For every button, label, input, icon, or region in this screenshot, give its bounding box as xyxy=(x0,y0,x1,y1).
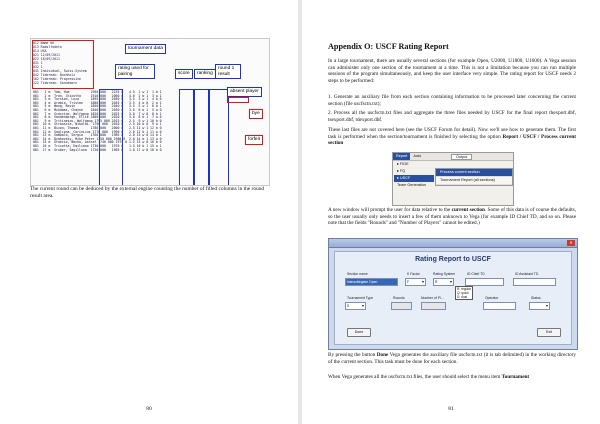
sheet-header-line: 012 Name UK xyxy=(33,41,55,45)
assistant-td-input[interactable] xyxy=(513,278,556,286)
paragraph-new-window-a: A new window will prompt the user for data relative to the xyxy=(328,207,452,213)
output-button[interactable]: Output xyxy=(451,154,472,160)
paragraph-done-a: By pressing the button xyxy=(328,352,377,358)
paragraph-done-c: Vega generates the auxiliary file uscfsctn.txt (it is tab delimited) in the working directory of the current section. This task must be done for each section. xyxy=(328,352,576,365)
label-number-of-players: Number of Pl... xyxy=(421,296,444,300)
sheet-row: 001 10 m Strauscia, Nikolai 1790 000 2010 0 2.5 10 b 0 9 w 1 xyxy=(33,122,162,127)
sheet-header-line: 021 12/09/2011 xyxy=(33,53,60,57)
callout-bye: bye xyxy=(249,109,263,119)
status-select[interactable] xyxy=(529,302,550,310)
sheet-header-line: 032 1 xyxy=(33,65,43,69)
callout-forfeit: forfeit xyxy=(245,135,263,145)
sheet-row: 001 15 m Graecio, Nacho, Ashraf 1740 000 1975 0 1.5 15 w 0 16 b 0 xyxy=(33,140,162,145)
report-menu-figure xyxy=(392,152,514,206)
paragraph-generate-all xyxy=(328,374,576,381)
callout-rating-used: rating used for pairing xyxy=(115,64,155,79)
left-page xyxy=(0,0,298,424)
paragraph-step-2: 2. Process all the uscfsctn.txt files and aggregate the three files needed by USCF for the final report thexport.dbf, tsexport.dbf, tdexport.dbf. xyxy=(328,110,576,123)
menu-item-fq[interactable]: ▸ FQ xyxy=(397,169,406,173)
sheet-row: 001 13 m Sambalo, Sergio 1760 000 1985 0 2.0 13 w 0 14 b 1 xyxy=(33,133,162,138)
paragraph-last-files-text: These last files are not covered here (see the USCF Forum for detail). Now we'll see how to generate them. The first task is performed when the section/tournament is finished by selecting the option xyxy=(328,127,576,140)
page-number-left: 80 xyxy=(146,406,152,412)
paragraph-intro: In a large tournament, there are usually several sections (for example Open, U2000, U1800, U1600). A Vega session can administer only one section of the tournament at a time. This is not a limitation because you can run multiple sessions of the program simultaneously, and keep the user interface very simple. The rating report for USCF needs 2 steps to be performed: xyxy=(328,58,576,84)
sheet-header-line: 042 Tiebreak: Buchholz xyxy=(33,73,76,77)
operator-input[interactable] xyxy=(483,302,516,310)
sheet-row: 001 9 m Tritinescu, Wolfgang 1795 000 2015 0 2.5 9 w 1 10 b 0 xyxy=(33,118,162,123)
sheet-player-rows xyxy=(33,91,162,152)
menu-item-uscf[interactable]: ▸ USCF xyxy=(394,175,434,182)
sheet-header-line: 122 Tiebreak: Sonneborn xyxy=(33,81,78,85)
dialog-titlebar xyxy=(329,239,577,248)
sheet-row: 001 4 m Arabio, Tristan 1880 000 2045 0 3.5 4 b 0 2 w 1 xyxy=(33,100,162,105)
report-menu-items xyxy=(394,161,434,189)
label-k-factor: K Factor xyxy=(407,272,420,276)
absent-player-row-box xyxy=(227,97,249,103)
score-column-highlight xyxy=(179,89,194,186)
sheet-row: 001 8 m Vandenborgh, Ellie 1800 000 2020 0 3.0 8 b 1 7 w 0 xyxy=(33,115,162,120)
right-page xyxy=(302,0,600,424)
tournament-data-figure xyxy=(30,38,270,186)
paragraph-new-window-c: . Some of this data is of course the defaults, so the user usually only needs to insert a few of them unknown to Vega (for example ID Chief TD, and so on. Please note that the fields "Rounds" and "Number of Players" cannot be edited.) xyxy=(328,207,576,227)
rating-option-dual[interactable]: D: dual xyxy=(457,295,468,299)
number-of-players-field xyxy=(421,302,446,310)
tournament-type-select[interactable]: S ▾ xyxy=(345,302,366,310)
label-operator: Operator xyxy=(485,296,499,300)
rounds-field xyxy=(391,302,412,310)
tournament-data-box xyxy=(32,40,94,89)
current-section-bold: current section xyxy=(451,207,485,213)
k-factor-select[interactable]: F ▾ xyxy=(405,278,426,286)
submenu-process-current-section[interactable]: Process current section xyxy=(436,169,512,177)
sheet-row: 001 14 m Dyakovsky, Mike Peter 1750 000 1980 0 2.0 14 b 1 13 w 0 xyxy=(33,136,162,141)
exit-button[interactable]: Exit xyxy=(537,328,561,337)
paragraph-generate-all-a: When Vega generates all the uscfsctn.txt files, the user should select the menu item xyxy=(328,374,502,380)
sheet-header-line: 041 Individual, Swiss-System xyxy=(33,69,87,73)
menu-path-bold: Report / USCF / Process current section xyxy=(328,133,576,147)
menu-item-team-generation[interactable]: Team Generation xyxy=(397,183,427,187)
label-rating-system: Rating System xyxy=(433,272,456,276)
sheet-row: 001 17 m Gruber, Sagillona 1720 000 1965 0 1.0 17 w 0 18 b 0 xyxy=(33,147,162,152)
label-tournament-type: Tournament Type xyxy=(347,296,374,300)
dialog-body xyxy=(334,251,572,345)
sheet-row: 001 16 m Tricotta, Emiliano 1730 000 1970 0 1.5 16 b 1 15 w 1 xyxy=(33,143,162,148)
sheet-header-line: 013 Rodolfodeto xyxy=(33,45,62,49)
ranking-column-highlight xyxy=(194,89,209,186)
callout-round-result: round 1 result xyxy=(215,64,241,79)
done-button[interactable]: Done xyxy=(347,328,371,337)
section-name-input[interactable]: Intercollegiate Open xyxy=(345,278,398,286)
label-chief-td: ID Chief TD xyxy=(467,272,485,276)
done-bold: Done xyxy=(376,352,389,358)
menu-item-fide[interactable]: ▸ FIDE xyxy=(397,162,409,166)
sheet-header-line: 031 1 xyxy=(33,61,43,65)
callout-tournament-data: tournament data xyxy=(125,44,166,54)
rating-report-dialog xyxy=(328,238,578,350)
appendix-title: Appendix O: USCF Rating Report xyxy=(328,42,449,51)
paragraph-done xyxy=(328,352,576,365)
menu-report[interactable]: Report xyxy=(393,153,410,160)
paragraph-last-files xyxy=(328,127,576,147)
sheet-header-line: 022 18/09/2011 xyxy=(33,57,60,61)
sheet-row: 001 5 m Wong, Kevin 1850 000 2040 0 3.5 5 w 1 6 b 1 xyxy=(33,104,162,109)
rating-system-select[interactable]: R ▾ xyxy=(433,278,454,286)
sheet-row: 001 2 m Tran, Chicotta 1910 000 2060 0 4.0 2 b 1 3 w 1 xyxy=(33,93,162,98)
label-rounds: Rounds xyxy=(393,296,405,300)
tournament-bold: Tournament xyxy=(501,374,530,380)
label-section-name: Section name xyxy=(347,272,368,276)
sheet-row: 001 12 m Sagliona, Corinicus 1770 000 1990 0 2.0 12 b 1 11 w 0 xyxy=(33,129,162,134)
rating-column-highlight xyxy=(99,89,123,186)
callout-ranking: ranking xyxy=(194,69,216,79)
rating-option-quick[interactable]: Q: quick xyxy=(457,291,469,295)
sheet-header-line: 014 USA xyxy=(33,49,47,53)
sheet-row: 001 1 m Yam, Hua 1950 000 2235 0 4.5 1 w 1 1 b 1 xyxy=(33,90,162,94)
submenu-tournament-report[interactable]: Tournament Report (all sections) xyxy=(436,177,512,185)
uscf-submenu xyxy=(435,168,513,186)
paragraph-step-1: 1. Generate an auxiliary file from each section containing information to be processed later concerning the current section (file uscfsctn.txt); xyxy=(328,94,576,107)
paragraph-new-window xyxy=(328,207,576,227)
label-status: Status xyxy=(531,296,541,300)
sheet-header-line: 102 Tiebreak: Progressive xyxy=(33,77,81,81)
callout-absent-player: absent player xyxy=(227,87,262,97)
rating-system-options[interactable] xyxy=(455,286,473,300)
dialog-heading: Rating Report to USCF xyxy=(415,256,491,263)
sheet-row: 001 3 m Tursson, Luca 1895 000 2050 0 3.5 3 w 1 4 b 0 xyxy=(33,97,162,102)
sheet-row: 001 6 m McAdams, Chayne 1840 000 2030 0 3.0 6 b 1 5 w 0 xyxy=(33,107,162,112)
page-number-right: 81 xyxy=(448,406,454,412)
menu-auto[interactable]: Auto xyxy=(413,154,422,158)
figure-caption: The current round can be deduced by the external engine counting the number of filled columns in the round result area. xyxy=(30,186,265,199)
dialog-close-icon[interactable]: ✕ xyxy=(567,240,575,246)
callout-score: score xyxy=(175,69,193,79)
label-assistant-td: ID Assistant TD xyxy=(515,272,539,276)
rating-option-regular[interactable]: R: regular xyxy=(457,287,471,291)
sheet-row: 001 7 m Scaccino, Wolfgang 1820 000 2025 0 3.0 7 w 0 8 b 1 xyxy=(33,111,162,116)
round-result-column-highlight xyxy=(209,89,229,186)
chief-td-input[interactable] xyxy=(465,278,504,286)
sheet-row: 001 11 m Bixon, Thomas 1780 000 2000 0 2.5 11 w 1 12 b 0 xyxy=(33,125,162,130)
